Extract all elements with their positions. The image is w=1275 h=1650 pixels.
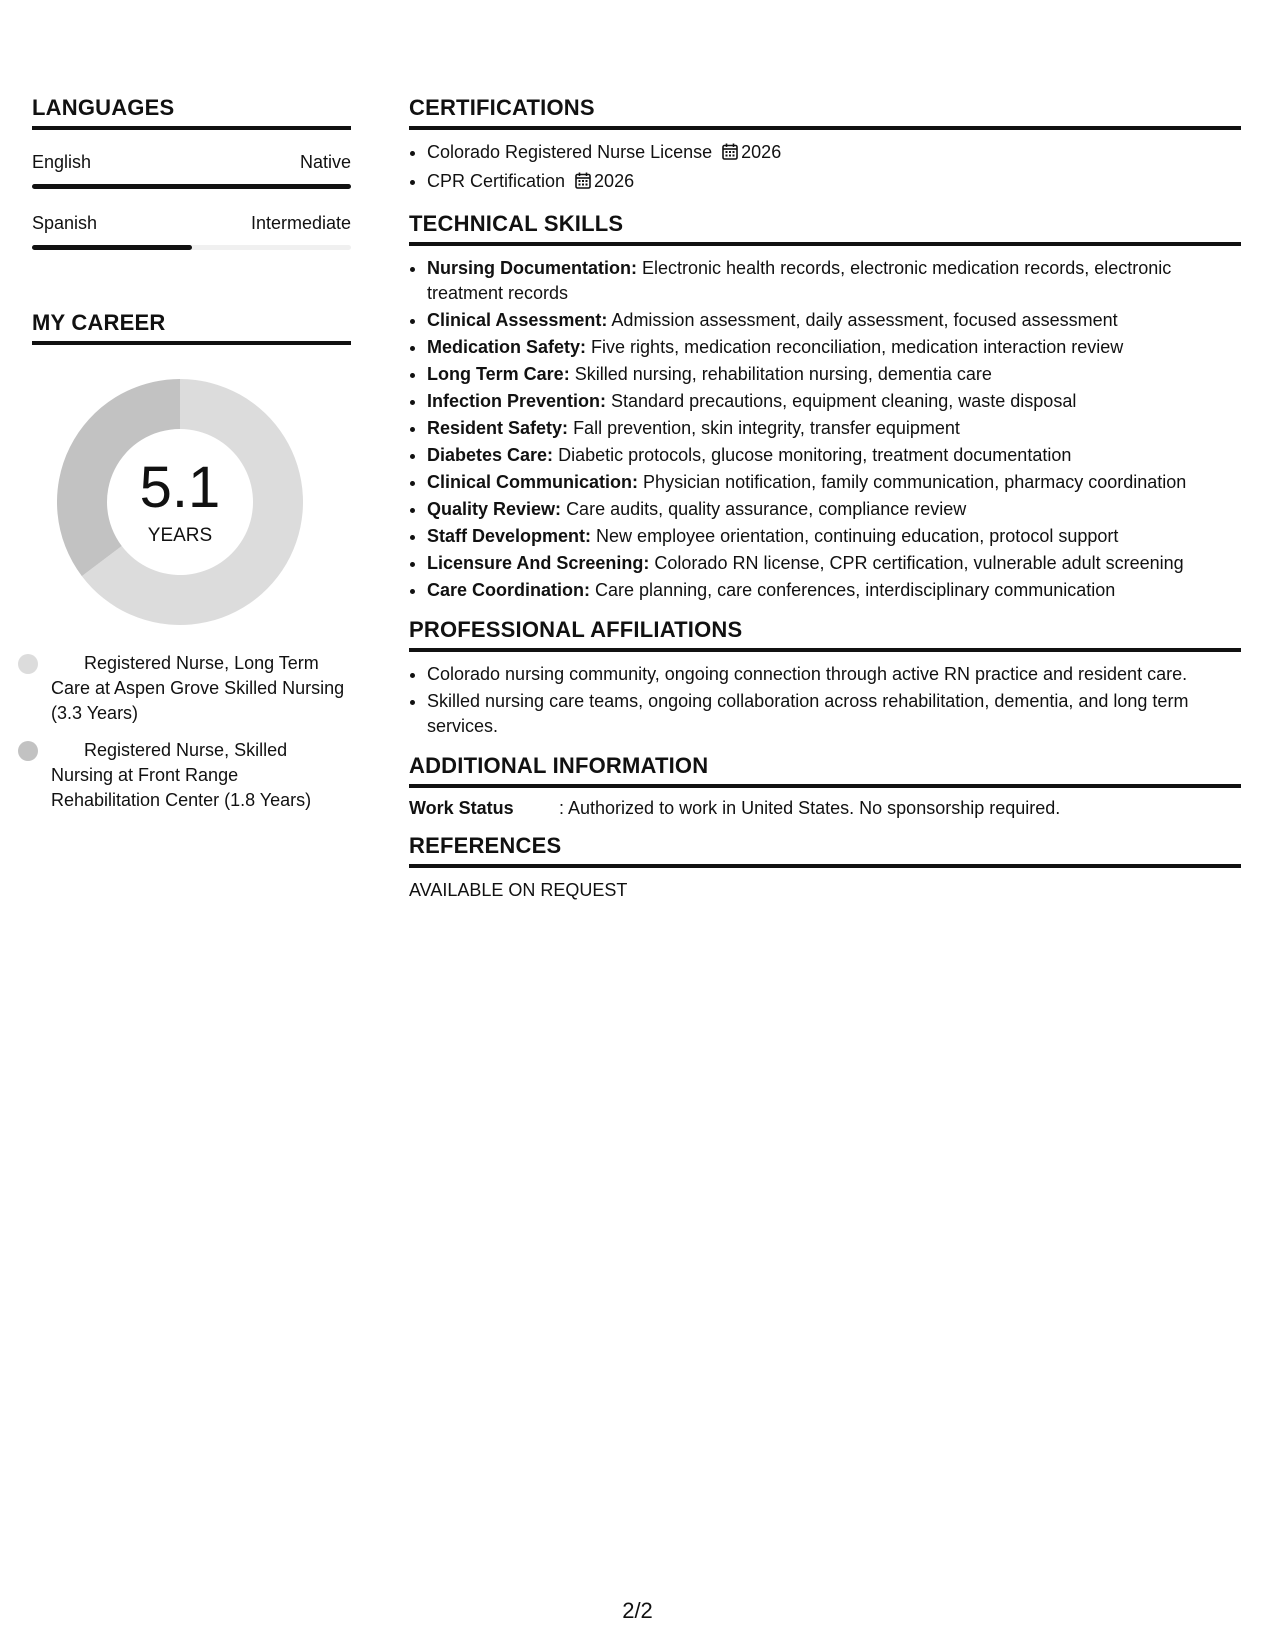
career-total-years: 5.1 bbox=[139, 455, 221, 520]
career-heading: MY CAREER bbox=[32, 310, 351, 345]
language-proficiency-fill bbox=[32, 245, 192, 250]
skill-label: Clinical Assessment: bbox=[427, 310, 608, 330]
language-proficiency-bar bbox=[32, 245, 351, 250]
right-column bbox=[409, 95, 1241, 901]
page-number: 2/2 bbox=[622, 1598, 653, 1623]
skill-item bbox=[427, 524, 1241, 549]
language-name: Spanish bbox=[32, 213, 98, 233]
technical-skills-section bbox=[409, 211, 1241, 603]
skill-item bbox=[427, 470, 1241, 495]
skill-text: Fall prevention, skin integrity, transfer equipment bbox=[573, 418, 960, 438]
career-legend-dot bbox=[18, 741, 38, 761]
work-status-row bbox=[409, 798, 1241, 819]
career-list-item bbox=[51, 651, 351, 726]
certification-item bbox=[427, 168, 1241, 197]
language-proficiency-fill bbox=[32, 184, 351, 189]
certification-name: Colorado Registered Nurse License bbox=[427, 142, 713, 162]
affiliation-item: • Skilled nursing care teams, ongoing collaboration across rehabilitation, dementia, and long term services. bbox=[427, 689, 1241, 739]
affiliations-list bbox=[409, 662, 1241, 739]
skill-label: Licensure And Screening: bbox=[427, 553, 650, 573]
certification-item bbox=[427, 139, 1241, 168]
skill-label: Infection Prevention: bbox=[427, 391, 607, 411]
technical-skills-heading: TECHNICAL SKILLS bbox=[409, 211, 1241, 246]
certifications-list bbox=[409, 139, 1241, 197]
career-years-unit: YEARS bbox=[147, 525, 213, 546]
affiliation-item: • Colorado nursing community, ongoing connection through active RN practice and resident care. bbox=[427, 662, 1241, 687]
language-item bbox=[32, 213, 351, 250]
skill-label: Nursing Documentation: bbox=[427, 258, 637, 278]
skill-text: Physician notification, family communication, pharmacy coordination bbox=[643, 472, 1187, 492]
skill-item bbox=[427, 256, 1241, 306]
skill-label: Resident Safety: bbox=[427, 418, 569, 438]
skill-text: Care audits, quality assurance, compliance review bbox=[566, 499, 967, 519]
languages-heading: LANGUAGES bbox=[32, 95, 351, 130]
references-heading: REFERENCES bbox=[409, 833, 1241, 868]
skill-text: Diabetic protocols, glucose monitoring, treatment documentation bbox=[558, 445, 1072, 465]
career-donut-chart bbox=[57, 379, 303, 625]
skill-item bbox=[427, 335, 1241, 360]
language-item bbox=[32, 152, 351, 189]
skill-label: Clinical Communication: bbox=[427, 472, 639, 492]
additional-info-section bbox=[409, 753, 1241, 819]
skill-label: Diabetes Care: bbox=[427, 445, 554, 465]
skill-label: Long Term Care: bbox=[427, 364, 570, 384]
language-level: Native bbox=[299, 152, 351, 172]
additional-info-heading: ADDITIONAL INFORMATION bbox=[409, 753, 1241, 788]
work-status-value: : Authorized to work in United States. No sponsorship required. bbox=[559, 798, 1061, 818]
skill-text: Electronic health records, electronic medication records, electronic treatment records bbox=[427, 258, 1172, 303]
skill-item bbox=[427, 389, 1241, 414]
career-item-text: Registered Nurse, Skilled Nursing at Front Range Rehabilitation Center (1.8 Years) bbox=[51, 740, 312, 810]
references-section bbox=[409, 833, 1241, 901]
certifications-heading: CERTIFICATIONS bbox=[409, 95, 1241, 130]
skill-item bbox=[427, 308, 1241, 333]
language-name: English bbox=[32, 152, 92, 172]
career-item-text: Registered Nurse, Long Term Care at Aspen Grove Skilled Nursing (3.3 Years) bbox=[51, 653, 345, 723]
career-list-item bbox=[51, 738, 351, 813]
skill-item bbox=[427, 443, 1241, 468]
skill-text: New employee orientation, continuing education, protocol support bbox=[596, 526, 1119, 546]
skill-label: Medication Safety: bbox=[427, 337, 587, 357]
certification-name: CPR Certification bbox=[427, 171, 566, 191]
skill-text: Standard precautions, equipment cleaning, waste disposal bbox=[611, 391, 1077, 411]
calendar-icon bbox=[575, 170, 591, 197]
skill-text: Colorado RN license, CPR certification, vulnerable adult screening bbox=[654, 553, 1184, 573]
skill-text: Skilled nursing, rehabilitation nursing, dementia care bbox=[574, 364, 992, 384]
certification-year: 2026 bbox=[741, 142, 782, 162]
career-legend-dot bbox=[18, 654, 38, 674]
skill-item bbox=[427, 497, 1241, 522]
language-proficiency-bar bbox=[32, 184, 351, 189]
skill-text: Five rights, medication reconciliation, medication interaction review bbox=[591, 337, 1124, 357]
certification-year: 2026 bbox=[594, 171, 635, 191]
work-status-label: Work Status bbox=[409, 798, 514, 818]
skill-label: Quality Review: bbox=[427, 499, 562, 519]
career-section bbox=[32, 310, 351, 813]
skill-item bbox=[427, 578, 1241, 603]
affiliations-heading: PROFESSIONAL AFFILIATIONS bbox=[409, 617, 1241, 652]
skill-item bbox=[427, 362, 1241, 387]
skill-item bbox=[427, 551, 1241, 576]
language-level: Intermediate bbox=[250, 213, 351, 233]
skill-label: Care Coordination: bbox=[427, 580, 591, 600]
skill-label: Staff Development: bbox=[427, 526, 592, 546]
calendar-icon bbox=[722, 141, 738, 168]
skill-text: Admission assessment, daily assessment, focused assessment bbox=[611, 310, 1118, 330]
affiliations-section bbox=[409, 617, 1241, 739]
skill-item bbox=[427, 416, 1241, 441]
references-text: AVAILABLE ON REQUEST bbox=[409, 880, 628, 900]
left-column bbox=[32, 95, 351, 813]
technical-skills-list bbox=[409, 256, 1241, 603]
skill-text: Care planning, care conferences, interdisciplinary communication bbox=[595, 580, 1116, 600]
